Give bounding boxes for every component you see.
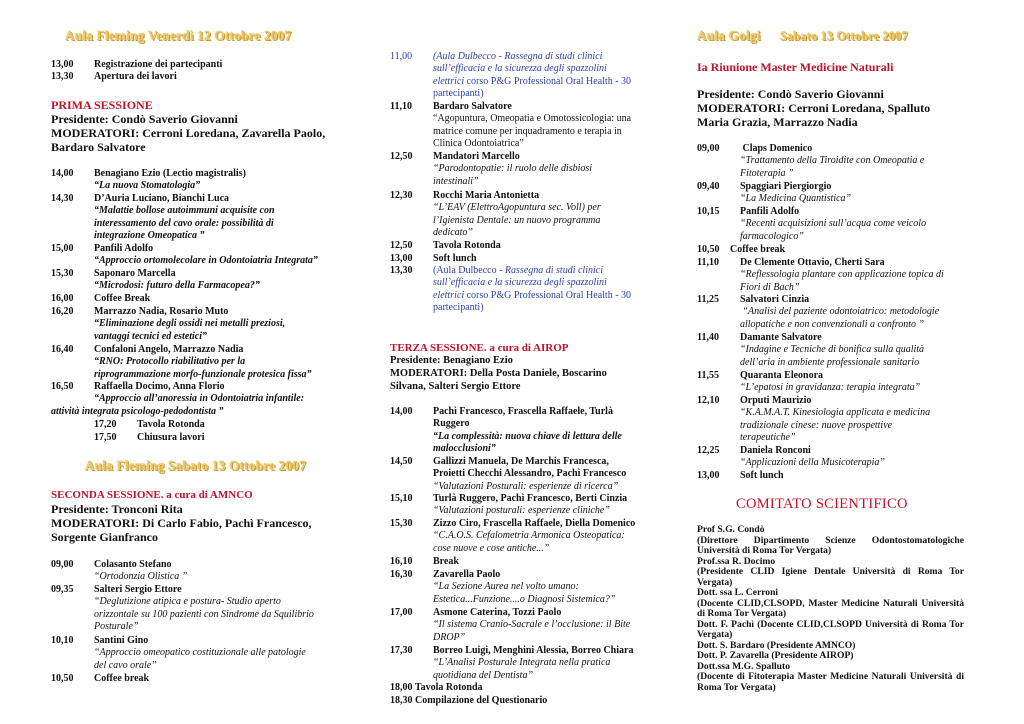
- session-president: Presidente: Condò Saverio Giovanni: [697, 87, 884, 101]
- session-moderators: Silvana, Salteri Sergio Ettore: [390, 381, 521, 392]
- session-title: SECONDA SESSIONE. a cura di AMNCO: [51, 489, 253, 501]
- committee-line: Prof.ssa R. Docimo: [697, 555, 776, 567]
- meeting-title: Ia Riunione Master Medicine Naturali: [697, 60, 894, 74]
- session-moderators: MODERATORI: Cerroni Loredana, Spalluto: [697, 101, 931, 115]
- session-president: Presidente: Tronconi Rita: [51, 502, 183, 516]
- agenda-item: 18,30 Compilazione del Questionario: [390, 695, 548, 706]
- committee-line: (Docente CLID,CLSOPD, Master Medicine Naturali Università di Roma Tor Vergata): [697, 597, 964, 619]
- committee-line: (Docente di Fitoterapia Master Medicine Naturali Università di Roma Tor Vergata): [697, 671, 964, 693]
- header-fleming-saturday: Aula Fleming Sabato 13 Ottobre 2007: [85, 458, 307, 473]
- committee-line: Prof S.G. Condò: [697, 524, 765, 535]
- header-fleming-friday: Aula Fleming Venerdì 12 Ottobre 2007: [65, 28, 292, 43]
- session-president: Presidente: Condò Saverio Giovanni: [51, 112, 238, 126]
- header-golgi-date: Sabato 13 Ottobre 2007: [780, 29, 909, 43]
- session-moderators: Maria Grazia, Marrazzo Nadia: [697, 115, 858, 129]
- session-moderators: MODERATORI: Cerroni Loredana, Zavarella Paolo,: [51, 126, 326, 140]
- committee-line: (Presidente CLID Igiene Dentale Università di Roma Tor Vergata): [697, 566, 964, 588]
- committee-title: COMITATO SCIENTIFICO: [736, 496, 908, 512]
- session-title: PRIMA SESSIONE: [51, 98, 153, 112]
- session-president: Presidente: Benagiano Ezio: [390, 355, 513, 366]
- committee-line: Dott.ssa M.G. Spalluto: [697, 660, 791, 672]
- committee-line: Dott. ssa L. Cerroni: [697, 587, 779, 598]
- committee-line: Dott. F. Pachì (Docente CLID,CLSOPD Università di Roma Tor Vergata): [697, 618, 964, 640]
- committee-line: Dott. P. Zavarella (Presidente AIROP): [697, 650, 854, 661]
- committee-line: (Direttore Dipartimento Scienze Odontostomatologiche Università di Roma Tor Vergata): [697, 534, 964, 556]
- session-moderators: MODERATORI: Della Posta Daniele, Boscarino: [390, 368, 607, 379]
- session-title: TERZA SESSIONE. a cura di AIROP: [390, 342, 569, 354]
- session-moderators: MODERATORI: Di Carlo Fabio, Pachì Francesco,: [51, 516, 312, 530]
- session-moderators: Bardaro Salvatore: [51, 140, 146, 154]
- agenda-item: 18,00 Tavola Rotonda: [390, 682, 483, 693]
- header-golgi: Aula Golgi: [697, 28, 761, 43]
- session-moderators: Sorgente Gianfranco: [51, 530, 158, 544]
- committee-line: Dott. S. Bardaro (Presidente AMNCO): [697, 639, 856, 651]
